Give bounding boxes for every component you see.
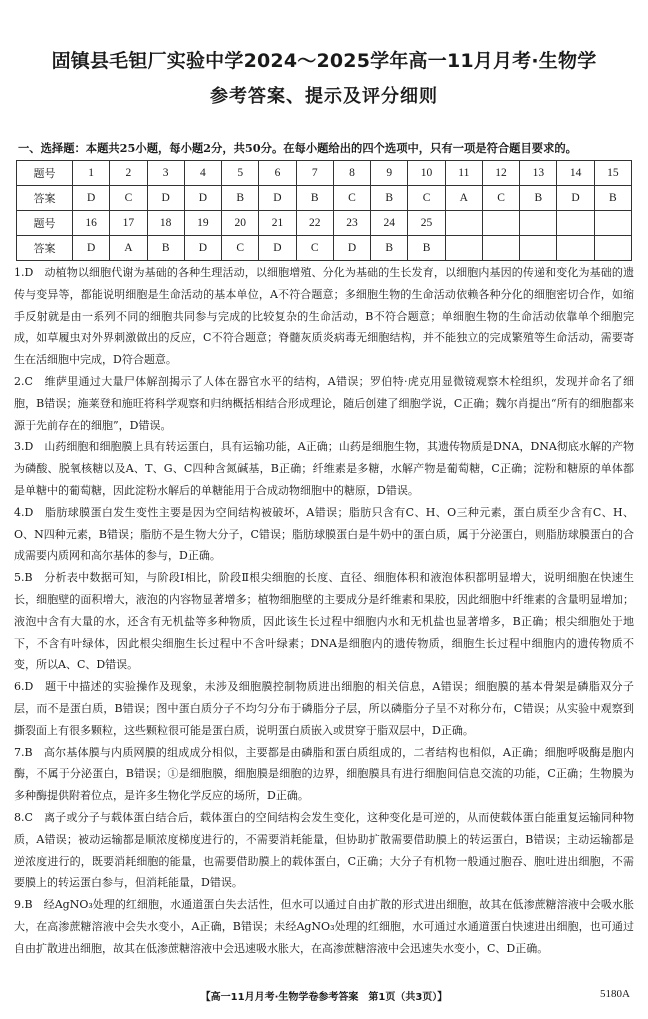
question-number-cell: 6 [259,161,296,186]
table-row [17,161,632,186]
answer-cell: B [222,186,259,211]
answer-cell: C [482,186,519,211]
explanations [14,262,634,960]
answer-cell: D [147,186,184,211]
answer-cell: B [408,236,445,261]
answer-cell: B [371,236,408,261]
answer-cell [520,236,557,261]
question-number-cell: 7 [296,161,333,186]
answer-cell [557,236,594,261]
question-number-cell: 4 [184,161,221,186]
question-number-label: 题号 [17,161,73,186]
question-number-cell: 13 [520,161,557,186]
question-number-cell: 10 [408,161,445,186]
document-subtitle: 参考答案、提示及评分细则 [210,86,438,107]
question-number-cell: 3 [147,161,184,186]
question-number-cell: 1 [73,161,110,186]
answer-cell: A [110,236,147,261]
question-number-cell: 23 [333,211,370,236]
explanation-item: 5.B 分析表中数据可知，与阶段Ⅰ相比，阶段Ⅱ根尖细胞的长度、直径、细胞体积和液泡体积都明显增大，说明细胞在快速生长，细胞壁的面积增大，液泡的内容物显著增多；植物细胞壁的主要成分是纤维素和果胶，因此细胞中纤维素的含量明显增加；液泡中含有大量的水，还含有无机盐等多种物质，因此该生长过程中细胞内水和无机盐也显著增多，B正确；根尖细胞处于地下，不含有叶绿体，因此根尖细胞生长过程中不含叶绿素；DNA是细胞内的遗传物质，细胞生长过程中细胞内的遗传物质不变，所以A、C、D错误。 [14,571,634,672]
question-number-cell [594,211,631,236]
answer-cell: B [147,236,184,261]
answer-cell: C [296,236,333,261]
answer-cell [594,236,631,261]
answer-cell: D [333,236,370,261]
question-number-cell: 12 [482,161,519,186]
table-row [17,186,632,211]
answer-cell: B [371,186,408,211]
explanation-item: 9.B 经AgNO₃处理的红细胞，水通道蛋白失去活性，但水可以通过自由扩散的形式进出细胞，故其在低渗蔗糖溶液中会吸水胀大，在高渗蔗糖溶液中会失水变小，A正确，B错误；未经AgNO₃处理的红细胞，水可通过水通道蛋白快速进出细胞，也可通过自由扩散进出细胞，故其在低渗蔗糖溶液中会迅速吸水胀大，在高渗蔗糖溶液中会迅速失水变小，C、D正确。 [14,898,634,955]
question-number-cell: 18 [147,211,184,236]
question-number-cell: 11 [445,161,482,186]
question-number-cell: 19 [184,211,221,236]
question-number-cell: 22 [296,211,333,236]
answer-cell: D [73,186,110,211]
question-number-cell [557,211,594,236]
answer-table [16,160,632,261]
question-number-label: 题号 [17,211,73,236]
question-number-cell: 17 [110,211,147,236]
explanation-item: 6.D 题干中描述的实验操作及现象，未涉及细胞膜控制物质进出细胞的相关信息，A错误；细胞膜的基本骨架是磷脂双分子层，而不是蛋白质，B错误；图中蛋白质分子不均匀分布于磷脂分子层，所以磷脂分子呈不对称分布，C错误；从实验中观察到撕裂面上有很多颗粒，这些颗粒很可能是蛋白质，说明蛋白质嵌入或贯穿于脂双层中，D正确。 [14,680,634,737]
explanation-item: 8.C 离子或分子与载体蛋白结合后，载体蛋白的空间结构会发生变化，这种变化是可逆的，从而使载体蛋白能重复运输同种物质，A错误；被动运输都是顺浓度梯度进行的，不需要消耗能量，但协助扩散需要借助膜上的转运蛋白，B错误；主动运输都是逆浓度进行的，既要消耗细胞的能量，也需要借助膜上的载体蛋白，C正确；大分子有机物一般通过胞吞、胞吐进出细胞，不需要膜上的转运蛋白参与，但消耗能量，D错误。 [14,810,634,890]
answer-cell: D [259,186,296,211]
table-row [17,236,632,261]
answer-cell: D [259,236,296,261]
document-title: 固镇县毛钽厂实验中学2024～2025学年高一11月月考·生物学 [51,50,597,72]
answer-cell: D [557,186,594,211]
question-number-cell: 21 [259,211,296,236]
question-number-cell [482,211,519,236]
question-number-cell: 8 [333,161,370,186]
explanation-item: 2.C 维萨里通过大量尸体解剖揭示了人体在器官水平的结构，A错误；罗伯特·虎克用显微镜观察木栓组织，发现并命名了细胞，B错误；施莱登和施旺将科学观察和归纳概括相结合形成理论，随后创建了细胞学说，C正确；魏尔肖提出“所有的细胞都来源于先前存在的细胞”，D错误。 [14,374,634,432]
answer-cell: C [222,236,259,261]
question-number-cell: 9 [371,161,408,186]
answer-label: 答案 [17,236,73,261]
question-number-cell: 5 [222,161,259,186]
footer-text: 【高一11月月考·生物学卷参考答案 第1页（共3页）】 [200,992,448,1003]
question-number-cell [520,211,557,236]
document-code: 5180A [600,988,630,1000]
table-row [17,211,632,236]
question-number-cell: 16 [73,211,110,236]
question-number-cell: 20 [222,211,259,236]
answer-cell: B [520,186,557,211]
question-number-cell: 14 [557,161,594,186]
question-number-cell: 2 [110,161,147,186]
question-number-cell: 25 [408,211,445,236]
explanation-item: 4.D 脂肪球膜蛋白发生变性主要是因为空间结构被破坏，A错误；脂肪只含有C、H、O三种元素，蛋白质至少含有C、H、O、N四种元素，B错误；脂肪不是生物大分子，C错误；脂肪球膜蛋白是牛奶中的蛋白质，属于分泌蛋白，则脂肪球膜蛋白的合成需要内质网和高尔基体的参与，D正确。 [14,505,634,563]
answer-cell: C [408,186,445,211]
answer-cell: A [445,186,482,211]
answer-cell: B [594,186,631,211]
question-number-cell [445,211,482,236]
answer-cell: C [110,186,147,211]
answer-cell: B [296,186,333,211]
section-heading: 一、选择题：本题共25小题，每小题2分，共50分。在每小题给出的四个选项中，只有一项是符合题目要求的。 [18,141,577,155]
explanation-item: 1.D 动植物以细胞代谢为基础的各种生理活动，以细胞增殖、分化为基础的生长发育，以细胞内基因的传递和变化为基础的遗传与变异等，都能说明细胞是生命活动的基本单位，A不符合题意；多细胞生物的生命活动依赖各种分化的细胞密切合作，如缩手反射就是由一系列不同的细胞共同参与完成的比较复杂的生命活动，B不符合题意；单细胞生物的生命活动依靠单个细胞完成，如草履虫对外界刺激做出的反应，C不符合题意；脊髓灰质炎病毒无细胞结构，并不能独立的完成繁殖等生命活动，需要寄生在活细胞中完成，D符合题意。 [14,266,634,367]
answer-cell [445,236,482,261]
explanation-item: 7.B 高尔基体膜与内质网膜的组成成分相似，主要都是由磷脂和蛋白质组成的，二者结构也相似，A正确；细胞呼吸酶是胞内酶，不属于分泌蛋白，B错误；①是细胞膜，细胞膜是细胞的边界，细胞膜具有进行细胞间信息交流的功能，C正确；生物膜为多种酶提供附着位点，是许多生物化学反应的场所，D正确。 [14,745,634,803]
question-number-cell: 15 [594,161,631,186]
question-number-cell: 24 [371,211,408,236]
explanation-item: 3.D 山药细胞和细胞膜上具有转运蛋白，具有运输功能，A正确；山药是细胞生物，其遗传物质是DNA，DNA彻底水解的产物为磷酸、脱氧核糖以及A、T、G、C四种含氮碱基，B正确；纤维素是多糖，水解产物是葡萄糖，C正确；淀粉和糖原的单体都是单糖中的葡萄糖，因此淀粉水解后的单糖能用于合成动物细胞中的糖原，D错误。 [14,440,634,497]
answer-cell: C [333,186,370,211]
answer-cell: D [184,236,221,261]
answer-cell: D [73,236,110,261]
page-footer [0,988,648,1003]
answer-cell: D [184,186,221,211]
answer-label: 答案 [17,186,73,211]
answer-cell [482,236,519,261]
